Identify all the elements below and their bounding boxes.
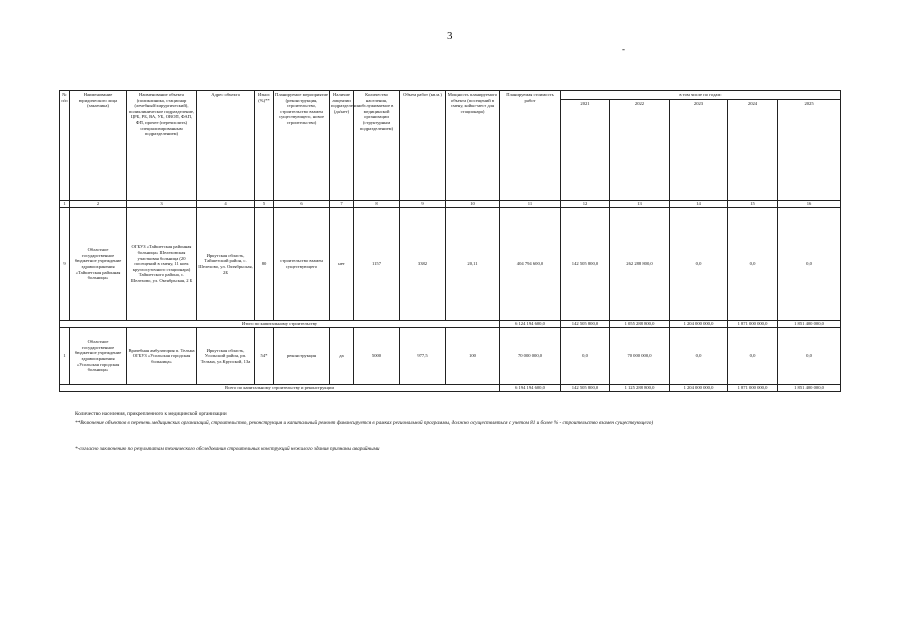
header-col-6: Планируемое мероприятие (реконструкция, строительство, строительство взамен существующего, новое строительство) bbox=[274, 91, 330, 201]
work-volume: 977,5 bbox=[400, 328, 446, 385]
col-number: 12 bbox=[561, 201, 610, 208]
header-col-9: Объем работ (кв.м.) bbox=[400, 91, 446, 201]
header-years-group: в том числе по годам: bbox=[561, 91, 841, 100]
page-dash: - bbox=[622, 44, 625, 54]
col-number: 8 bbox=[354, 201, 400, 208]
header-year-2022: 2022 bbox=[610, 100, 670, 201]
col-number: 5 bbox=[255, 201, 274, 208]
row-number: 1 bbox=[60, 328, 70, 385]
year-2024-value: 0,0 bbox=[728, 208, 778, 321]
work-volume: 3382 bbox=[400, 208, 446, 321]
header-year-2025: 2025 bbox=[778, 100, 841, 201]
year-2022-value: 262 288 800,0 bbox=[610, 208, 670, 321]
object-address: Иркутская область, Тайшетский район, с. Шелехово, ул. Октябрьская, 2Б bbox=[197, 208, 255, 321]
col-number: 4 bbox=[197, 201, 255, 208]
subtotal-2022: 1 055 288 800,0 bbox=[610, 321, 670, 328]
subtotal-2024: 1 871 000 000,0 bbox=[728, 321, 778, 328]
wear-percent: 80 bbox=[255, 208, 274, 321]
col-number: 6 bbox=[274, 201, 330, 208]
header-row bbox=[60, 91, 841, 100]
header-col-8: Количество населения, обслуживаемое в медицинской организации (структурным подразделением) bbox=[354, 91, 400, 201]
legal-entity: Областное государственное бюджетное учреждение здравоохранения «Усольская городская больница» bbox=[70, 328, 127, 385]
total-row bbox=[60, 385, 841, 392]
col-number: 11 bbox=[500, 201, 561, 208]
capacity: 20,11 bbox=[446, 208, 500, 321]
col-number: 13 bbox=[610, 201, 670, 208]
subtotal-label: Итого по капитальному строительству bbox=[60, 321, 500, 328]
header-col-2: Наименование юридического лица (заказчика) bbox=[70, 91, 127, 201]
table-row bbox=[60, 208, 841, 321]
planned-measure: строительство взамен существующего bbox=[274, 208, 330, 321]
col-number: 16 bbox=[778, 201, 841, 208]
header-col-4: Адрес объекта bbox=[197, 91, 255, 201]
col-number: 10 bbox=[446, 201, 500, 208]
total-2022: 1 125 288 800,0 bbox=[610, 385, 670, 392]
total-2021: 142 505 800,0 bbox=[561, 385, 610, 392]
year-2022-value: 70 000 000,0 bbox=[610, 328, 670, 385]
license: нет bbox=[330, 208, 354, 321]
year-2023-value: 0,0 bbox=[670, 208, 728, 321]
subtotal-2025: 1 851 400 000,0 bbox=[778, 321, 841, 328]
year-2023-value: 0,0 bbox=[670, 328, 728, 385]
year-2021-value: 0,0 bbox=[561, 328, 610, 385]
planned-cost: 70 000 000,0 bbox=[500, 328, 561, 385]
header-year-2021: 2021 bbox=[561, 100, 610, 201]
population: 5000 bbox=[354, 328, 400, 385]
subtotal-2023: 1 204 000 000,0 bbox=[670, 321, 728, 328]
header-year-2024: 2024 bbox=[728, 100, 778, 201]
planned-measure: реконструкция bbox=[274, 328, 330, 385]
header-col-10: Мощность планируемого объекта (посещений в смену, койко-мест для стационара) bbox=[446, 91, 500, 201]
total-2023: 1 204 000 000,0 bbox=[670, 385, 728, 392]
col-number: 7 bbox=[330, 201, 354, 208]
capacity: 100 bbox=[446, 328, 500, 385]
total-label: Всего по капитальному строительству и реконструкции bbox=[60, 385, 500, 392]
header-col-3: Наименование объекта (поликлиника, стационар (лечебный/хирургический), поликлиническое подразделение, ЦРБ, РБ, ВА, УБ, ОВОП, ФАП, ФП, прочее (перечислить) специализированным подразделением) bbox=[127, 91, 197, 201]
header-col-7: Наличие лицензии подразделения (да/нет) bbox=[330, 91, 354, 201]
row-number: 9 bbox=[60, 208, 70, 321]
planned-cost: 404 794 600,0 bbox=[500, 208, 561, 321]
footnote-inclusion: **Включение объектов в перечень медицинских организаций, строительство, реконструкция и капитальный ремонт финансируется в рамках региональной программы, должно осуществляться с учетом 81 и более % - строительство взамен существующего) bbox=[75, 420, 654, 426]
col-number: 1 bbox=[60, 201, 70, 208]
col-number: 3 bbox=[127, 201, 197, 208]
object-name: ОГБУЗ «Тайшетская районная больница» Шелеховская участковая больница (20 посещений в смену, 11 коек круглосуточного стационара) Тайшетского района, с. Шелехово, ул. Октябрьская, 2 Б bbox=[127, 208, 197, 321]
header-col-1: № п/п bbox=[60, 91, 70, 201]
col-number: 2 bbox=[70, 201, 127, 208]
investment-table bbox=[59, 90, 841, 392]
total-2024: 1 871 000 000,0 bbox=[728, 385, 778, 392]
col-number: 9 bbox=[400, 201, 446, 208]
footnote-population: Количество населения, прикрепленного к медицинской организации bbox=[75, 411, 227, 417]
col-number: 15 bbox=[728, 201, 778, 208]
year-2021-value: 142 505 800,0 bbox=[561, 208, 610, 321]
subtotal-row bbox=[60, 321, 841, 328]
subtotal-cost: 6 124 194 600,0 bbox=[500, 321, 561, 328]
col-number: 14 bbox=[670, 201, 728, 208]
total-2025: 1 851 400 000,0 bbox=[778, 385, 841, 392]
license: да bbox=[330, 328, 354, 385]
header-col-5: Износ (%)** bbox=[255, 91, 274, 201]
object-address: Иркутская область, Усольский район, рп. Тельма, ул.Крупской, 13а bbox=[197, 328, 255, 385]
object-name: Врачебная амбулатория п. Тельма ОГБУЗ «Усольская городская больница» bbox=[127, 328, 197, 385]
footnote-emergency: *-согласно заключению по результатам технического обследования строительных конструкций нежилого здания признаны аварийными bbox=[75, 446, 380, 452]
subtotal-2021: 142 505 800,0 bbox=[561, 321, 610, 328]
page-number: 3 bbox=[447, 30, 453, 42]
header-col-11: Планируемая стоимость работ bbox=[500, 91, 561, 201]
table-row bbox=[60, 328, 841, 385]
header-year-2023: 2023 bbox=[670, 100, 728, 201]
year-2025-value: 0,0 bbox=[778, 208, 841, 321]
year-2024-value: 0,0 bbox=[728, 328, 778, 385]
column-number-row bbox=[60, 201, 841, 208]
population: 1157 bbox=[354, 208, 400, 321]
year-2025-value: 0,0 bbox=[778, 328, 841, 385]
legal-entity: Областное государственное бюджетное учреждение здравоохранения «Тайшетская районная больница» bbox=[70, 208, 127, 321]
wear-percent: 54* bbox=[255, 328, 274, 385]
total-cost: 6 194 194 600,0 bbox=[500, 385, 561, 392]
